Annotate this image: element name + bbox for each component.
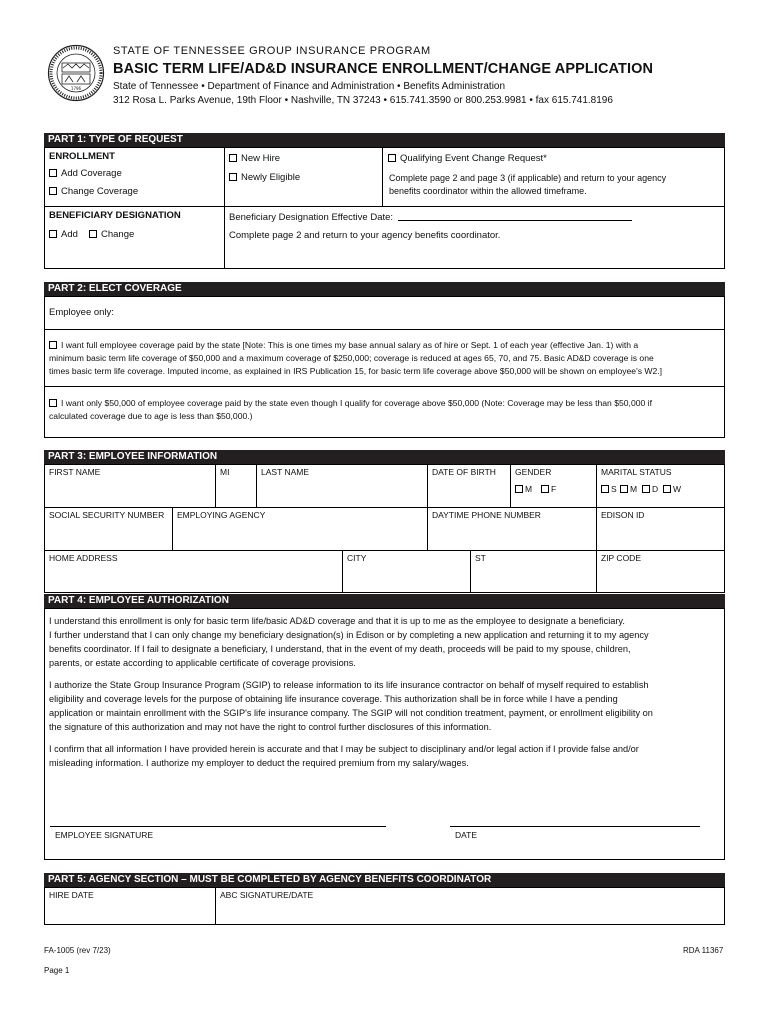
limited-coverage-option[interactable]: I want only $50,000 of employee coverage paid by the state even though I qualify for coverage above $50,000 (Note: Coverage may be less than $50,000 if	[49, 398, 652, 408]
part1-header: PART 1: TYPE OF REQUEST	[44, 133, 725, 147]
hire-date-field[interactable]: HIRE DATE	[49, 890, 94, 900]
authorization-paragraph-1: I understand this enrollment is only for basic term life/basic AD&D coverage and that it is up to me as the employee to designate a beneficiary. I further understand that I can only change my beneficiary designation(s) in Edison or by completing a new application and returning it to my agency benefits coordinator. If I fail to designate a beneficiary, I understand, that in the event of my death, proceeds will be paid to my spouse, children, parents, or estate according to applicable certificate of coverage provisions.	[49, 616, 649, 668]
marital-w-checkbox[interactable]	[663, 485, 671, 493]
authorization-paragraph-2: I authorize the State Group Insurance Program (SGIP) to release information to its life insurance contractor on behalf of myself required to establish eligibility and coverage levels for the purpose of obtaining life insurance coverage. This authorization shall be in force while I have a pending application or maintain enrollment with the SGIP's life insurance company. The SGIP will not condition treatment, payment, or enrollment eligibility on the signature of this authorization and may not have the right to control further disclosures of this information.	[49, 680, 653, 732]
full-coverage-checkbox[interactable]	[49, 341, 57, 349]
qualifying-event-note-2: benefits coordinator within the allowed timeframe.	[389, 186, 587, 196]
home-address-field[interactable]: HOME ADDRESS	[49, 553, 118, 563]
gender-f-checkbox[interactable]	[541, 485, 549, 493]
beneficiary-change-checkbox[interactable]	[89, 230, 97, 238]
page-number: Page 1	[44, 966, 70, 975]
mi-field[interactable]: MI	[220, 467, 230, 477]
change-coverage-checkbox[interactable]	[49, 187, 57, 195]
zip-code-field[interactable]: ZIP CODE	[601, 553, 641, 563]
new-hire-option[interactable]: New Hire	[229, 153, 280, 164]
qualifying-event-checkbox[interactable]	[388, 154, 396, 162]
department-line: State of Tennessee • Department of Finance and Administration • Benefits Administration	[113, 81, 506, 92]
qualifying-event-note-1: Complete page 2 and page 3 (if applicable) and return to your agency	[389, 173, 667, 183]
beneficiary-add-option[interactable]: Add	[49, 229, 78, 240]
marital-s-option[interactable]: S	[601, 484, 617, 494]
svg-text:1796: 1796	[70, 86, 82, 91]
city-field[interactable]: CITY	[347, 553, 367, 563]
full-coverage-text-3: times basic term life coverage. Imputed income, as explained in IRS Publication 15, for basic term life coverage above $50,000 will be shown on employee's W2.]	[49, 366, 663, 376]
beneficiary-date-field[interactable]	[398, 220, 632, 221]
form-id: FA-1005 (rev 7/23)	[44, 946, 111, 955]
marital-d-checkbox[interactable]	[642, 485, 650, 493]
phone-field[interactable]: DAYTIME PHONE NUMBER	[432, 510, 541, 520]
gender-label: GENDER	[515, 467, 552, 477]
employee-signature-line[interactable]	[50, 826, 386, 827]
add-coverage-option[interactable]: Add Coverage	[49, 168, 122, 179]
change-coverage-option[interactable]: Change Coverage	[49, 186, 138, 197]
marital-m-option[interactable]: M	[620, 484, 637, 494]
signature-date-label: DATE	[455, 830, 478, 840]
state-field[interactable]: ST	[475, 553, 486, 563]
part2-header: PART 2: ELECT COVERAGE	[44, 282, 725, 296]
new-hire-checkbox[interactable]	[229, 154, 237, 162]
gender-f-option[interactable]: F	[541, 484, 556, 494]
marital-s-checkbox[interactable]	[601, 485, 609, 493]
part1-box	[44, 147, 725, 269]
beneficiary-add-checkbox[interactable]	[49, 230, 57, 238]
employee-signature-label: EMPLOYEE SIGNATURE	[55, 830, 154, 840]
marital-d-option[interactable]: D	[642, 484, 658, 494]
employee-only-label: Employee only:	[49, 307, 114, 318]
rda-number: RDA 11367	[683, 946, 724, 955]
beneficiary-note: Complete page 2 and return to your agency benefits coordinator.	[229, 230, 501, 241]
state-seal-icon	[47, 44, 105, 102]
ssn-field[interactable]: SOCIAL SECURITY NUMBER	[49, 510, 165, 520]
enrollment-label: ENROLLMENT	[49, 151, 115, 162]
add-coverage-checkbox[interactable]	[49, 169, 57, 177]
marital-m-checkbox[interactable]	[620, 485, 628, 493]
last-name-field[interactable]: LAST NAME	[261, 467, 310, 477]
part5-box	[44, 887, 725, 925]
gender-m-option[interactable]: M	[515, 484, 532, 494]
program-name: STATE OF TENNESSEE GROUP INSURANCE PROGRAM	[113, 45, 431, 57]
qualifying-event-option[interactable]: Qualifying Event Change Request*	[388, 153, 547, 164]
beneficiary-change-option[interactable]: Change	[89, 229, 134, 240]
full-coverage-option[interactable]: I want full employee coverage paid by the state [Note: This is one times my base annual salary as of hire or Sept. 1 of each year (effective Jan. 1) with a	[49, 340, 638, 350]
abc-signature-field[interactable]: ABC SIGNATURE/DATE	[220, 890, 314, 900]
marital-w-option[interactable]: W	[663, 484, 681, 494]
signature-date-line[interactable]	[450, 826, 700, 827]
part5-header: PART 5: AGENCY SECTION – MUST BE COMPLETED BY AGENCY BENEFITS COORDINATOR	[44, 873, 725, 887]
part4-header: PART 4: EMPLOYEE AUTHORIZATION	[44, 594, 725, 608]
dob-field[interactable]: DATE OF BIRTH	[432, 467, 496, 477]
employing-agency-field[interactable]: EMPLOYING AGENCY	[177, 510, 266, 520]
beneficiary-date-label: Beneficiary Designation Effective Date:	[229, 212, 394, 223]
beneficiary-label: BENEFICIARY DESIGNATION	[49, 210, 181, 221]
full-coverage-text-2: minimum basic term life coverage of $50,000 and a maximum coverage of $250,000; coverage is reduced at ages 65, 70, and 75. Basic AD&D coverage is one	[49, 353, 654, 363]
address-line: 312 Rosa L. Parks Avenue, 19th Floor • Nashville, TN 37243 • 615.741.3590 or 800.253.9981 • fax 615.741.8196	[113, 95, 613, 106]
limited-coverage-checkbox[interactable]	[49, 399, 57, 407]
authorization-paragraph-3: I confirm that all information I have provided herein is accurate and that I may be subject to disciplinary and/or legal action if I provide false and/or misleading information. I authorize my employer to deduct the required premium from my salary/wages.	[49, 744, 639, 768]
newly-eligible-checkbox[interactable]	[229, 173, 237, 181]
first-name-field[interactable]: FIRST NAME	[49, 467, 101, 477]
limited-coverage-text-2: calculated coverage due to age is less than $50,000.)	[49, 411, 253, 421]
newly-eligible-option[interactable]: Newly Eligible	[229, 172, 300, 183]
part3-header: PART 3: EMPLOYEE INFORMATION	[44, 450, 725, 464]
gender-m-checkbox[interactable]	[515, 485, 523, 493]
marital-status-label: MARITAL STATUS	[601, 467, 672, 477]
edison-id-field[interactable]: EDISON ID	[601, 510, 645, 520]
form-title: BASIC TERM LIFE/AD&D INSURANCE ENROLLMENT/CHANGE APPLICATION	[113, 61, 654, 77]
